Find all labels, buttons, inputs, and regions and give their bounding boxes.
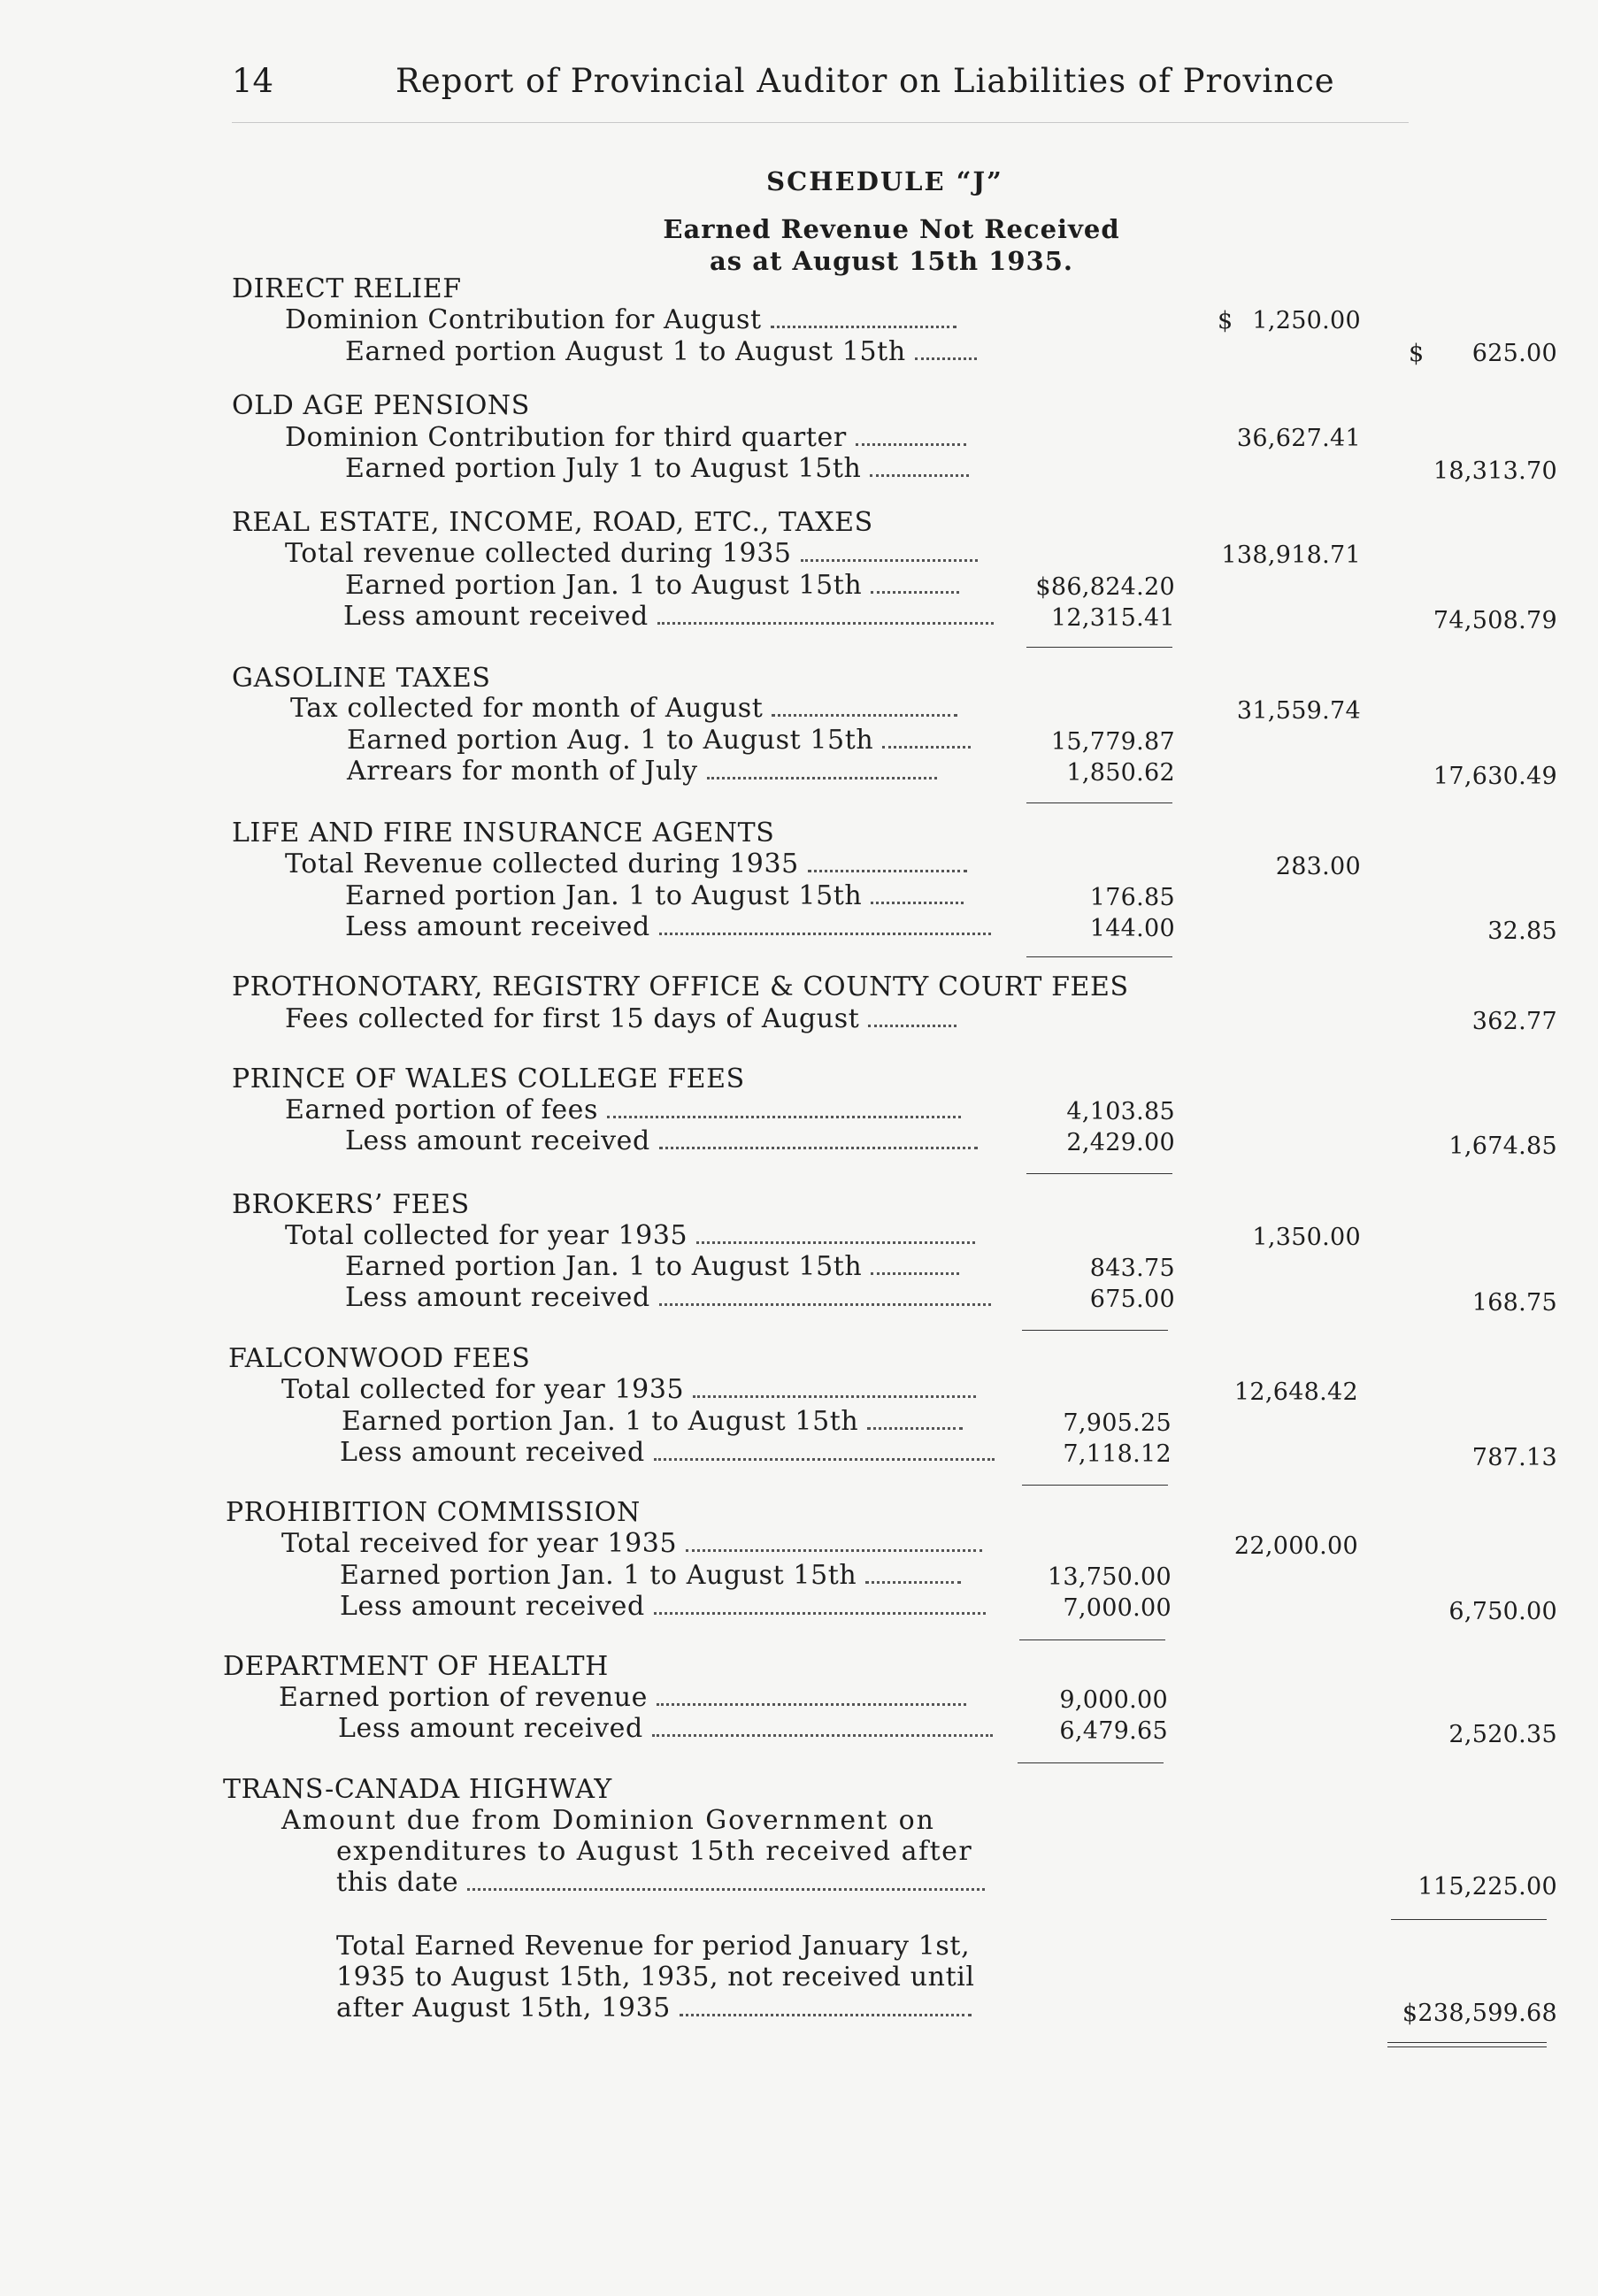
direct-relief-row1-col2: 1,250.00 <box>1252 307 1361 334</box>
highway-line3: this date <box>336 1870 985 1896</box>
section-heading-highway: TRANS-CANADA HIGHWAY <box>223 1774 612 1805</box>
subtotal-rule <box>1026 1173 1172 1174</box>
highway-line1: Amount due from Dominion Government on <box>281 1805 935 1836</box>
grand-total-rule-1 <box>1387 2042 1547 2043</box>
brokers-row1-col2: 1,350.00 <box>1252 1224 1361 1251</box>
section-heading-prothonotary: PROTHONOTARY, REGISTRY OFFICE & COUNTY COURT FEES <box>232 971 1129 1002</box>
brokers-row2-col1: 843.75 <box>1089 1255 1175 1282</box>
total-line3: after August 15th, 1935 <box>336 1995 972 2022</box>
falconwood-row2-col1: 7,905.25 <box>1063 1409 1172 1437</box>
falconwood-row3-col3: 787.13 <box>1471 1444 1557 1471</box>
total-rule <box>1391 1919 1547 1920</box>
highway-line2: expenditures to August 15th received after <box>336 1836 973 1867</box>
currency-symbol: $ <box>1409 340 1425 367</box>
section-heading-college: PRINCE OF WALES COLLEGE FEES <box>232 1064 745 1094</box>
section-heading-prohibition: PROHIBITION COMMISSION <box>226 1497 641 1528</box>
falconwood-row2-label: Earned portion Jan. 1 to August 15th <box>342 1409 963 1435</box>
prohibition-row3-col3: 6,750.00 <box>1448 1598 1557 1625</box>
currency-symbol: $ <box>1218 307 1233 334</box>
brokers-row2-label: Earned portion Jan. 1 to August 15th <box>345 1254 959 1280</box>
real-estate-row3-col1: 12,315.41 <box>1050 604 1175 632</box>
gasoline-row1-label: Tax collected for month of August <box>290 695 957 722</box>
real-estate-row2-label: Earned portion Jan. 1 to August 15th <box>345 572 959 599</box>
old-age-pensions-row2-label: Earned portion July 1 to August 15th <box>345 456 969 482</box>
schedule-subtitle-line2: as at August 15th 1935. <box>709 246 1073 276</box>
prohibition-row1-col2: 22,000.00 <box>1233 1532 1358 1560</box>
section-heading-brokers: BROKERS’ FEES <box>232 1189 470 1220</box>
subtotal-rule <box>1022 1485 1168 1486</box>
brokers-row3-col3: 168.75 <box>1471 1289 1557 1317</box>
gasoline-row1-col2: 31,559.74 <box>1236 697 1361 725</box>
gasoline-row3-col1: 1,850.62 <box>1066 759 1175 787</box>
old-age-pensions-row2-col3: 18,313.70 <box>1433 457 1557 485</box>
section-heading-direct-relief: DIRECT RELIEF <box>232 273 462 304</box>
subtotal-rule <box>1018 1762 1164 1763</box>
direct-relief-row2-col3: 625.00 <box>1471 340 1557 367</box>
health-row2-col3: 2,520.35 <box>1448 1721 1557 1748</box>
section-heading-real-estate: REAL ESTATE, INCOME, ROAD, ETC., TAXES <box>232 507 873 538</box>
prohibition-row2-col1: 13,750.00 <box>1047 1563 1172 1591</box>
real-estate-row1-label: Total revenue collected during 1935 <box>285 541 978 567</box>
prothonotary-row1-col3: 362.77 <box>1471 1008 1557 1035</box>
schedule-title: SCHEDULE “J” <box>766 166 1003 196</box>
grand-total-col3: $238,599.68 <box>1402 2000 1557 2027</box>
header-rule <box>232 122 1409 123</box>
college-row1-label: Earned portion of fees <box>285 1097 961 1124</box>
gasoline-row2-label: Earned portion Aug. 1 to August 15th <box>347 727 971 754</box>
section-heading-old-age-pensions: OLD AGE PENSIONS <box>232 390 530 421</box>
prohibition-row1-label: Total received for year 1935 <box>281 1531 982 1557</box>
gasoline-row3-col3: 17,630.49 <box>1433 763 1557 790</box>
insurance-row1-label: Total Revenue collected during 1935 <box>285 851 967 878</box>
health-row2-label: Less amount received <box>338 1716 993 1742</box>
insurance-row3-label: Less amount received <box>345 914 991 941</box>
falconwood-row3-label: Less amount received <box>340 1440 995 1466</box>
brokers-row3-col1: 675.00 <box>1089 1286 1175 1313</box>
real-estate-row2-col1: $86,824.20 <box>1035 573 1175 601</box>
falconwood-row1-col2: 12,648.42 <box>1233 1378 1358 1406</box>
section-heading-insurance: LIFE AND FIRE INSURANCE AGENTS <box>232 818 775 849</box>
total-line2: 1935 to August 15th, 1935, not received until <box>336 1962 975 1993</box>
running-title: Report of Provincial Auditor on Liabilities of Province <box>396 62 1335 100</box>
real-estate-row3-label: Less amount received <box>343 603 994 630</box>
page-header <box>232 62 1409 115</box>
prohibition-row3-col1: 7,000.00 <box>1063 1594 1172 1622</box>
insurance-row3-col3: 32.85 <box>1487 918 1557 945</box>
old-age-pensions-row1-label: Dominion Contribution for third quarter <box>285 425 966 451</box>
section-heading-gasoline: GASOLINE TAXES <box>232 663 491 694</box>
old-age-pensions-row1-col2: 36,627.41 <box>1236 425 1361 452</box>
falconwood-row1-label: Total collected for year 1935 <box>281 1377 976 1403</box>
direct-relief-row1-label: Dominion Contribution for August <box>285 307 956 334</box>
brokers-row3-label: Less amount received <box>345 1285 991 1311</box>
subtotal-rule <box>1019 1639 1165 1640</box>
insurance-row3-col1: 144.00 <box>1089 915 1175 942</box>
highway-col3: 115,225.00 <box>1417 1873 1557 1901</box>
falconwood-row3-col1: 7,118.12 <box>1063 1440 1172 1468</box>
total-line1: Total Earned Revenue for period January 1st, <box>336 1931 971 1962</box>
direct-relief-row2-label: Earned portion August 1 to August 15th <box>345 339 977 365</box>
subtotal-rule <box>1026 956 1172 957</box>
health-row1-label: Earned portion of revenue <box>279 1685 966 1711</box>
prohibition-row3-label: Less amount received <box>340 1593 986 1620</box>
real-estate-row3-col3: 74,508.79 <box>1433 607 1557 634</box>
section-heading-health: DEPARTMENT OF HEALTH <box>223 1651 609 1682</box>
health-row2-col1: 6,479.65 <box>1059 1717 1168 1745</box>
section-heading-falconwood: FALCONWOOD FEES <box>228 1343 531 1374</box>
subtotal-rule <box>1026 647 1172 648</box>
gasoline-row3-label: Arrears for month of July <box>347 758 937 785</box>
college-row2-col1: 2,429.00 <box>1066 1129 1175 1156</box>
college-row1-col1: 4,103.85 <box>1066 1098 1175 1125</box>
insurance-row1-col2: 283.00 <box>1275 853 1361 880</box>
schedule-subtitle-line1: Earned Revenue Not Received <box>663 214 1120 244</box>
grand-total-rule-2 <box>1387 2046 1547 2047</box>
page-number: 14 <box>232 62 274 100</box>
subtotal-rule <box>1026 802 1172 803</box>
prothonotary-row1-label: Fees collected for first 15 days of August <box>285 1006 956 1033</box>
insurance-row2-col1: 176.85 <box>1089 884 1175 911</box>
gasoline-row2-col1: 15,779.87 <box>1050 728 1175 756</box>
real-estate-row1-col2: 138,918.71 <box>1221 541 1361 569</box>
prohibition-row2-label: Earned portion Jan. 1 to August 15th <box>340 1563 961 1589</box>
college-row2-col3: 1,674.85 <box>1448 1133 1557 1160</box>
college-row2-label: Less amount received <box>345 1128 978 1155</box>
health-row1-col1: 9,000.00 <box>1059 1686 1168 1714</box>
brokers-row1-label: Total collected for year 1935 <box>285 1223 975 1249</box>
insurance-row2-label: Earned portion Jan. 1 to August 15th <box>345 883 964 910</box>
subtotal-rule <box>1022 1330 1168 1331</box>
